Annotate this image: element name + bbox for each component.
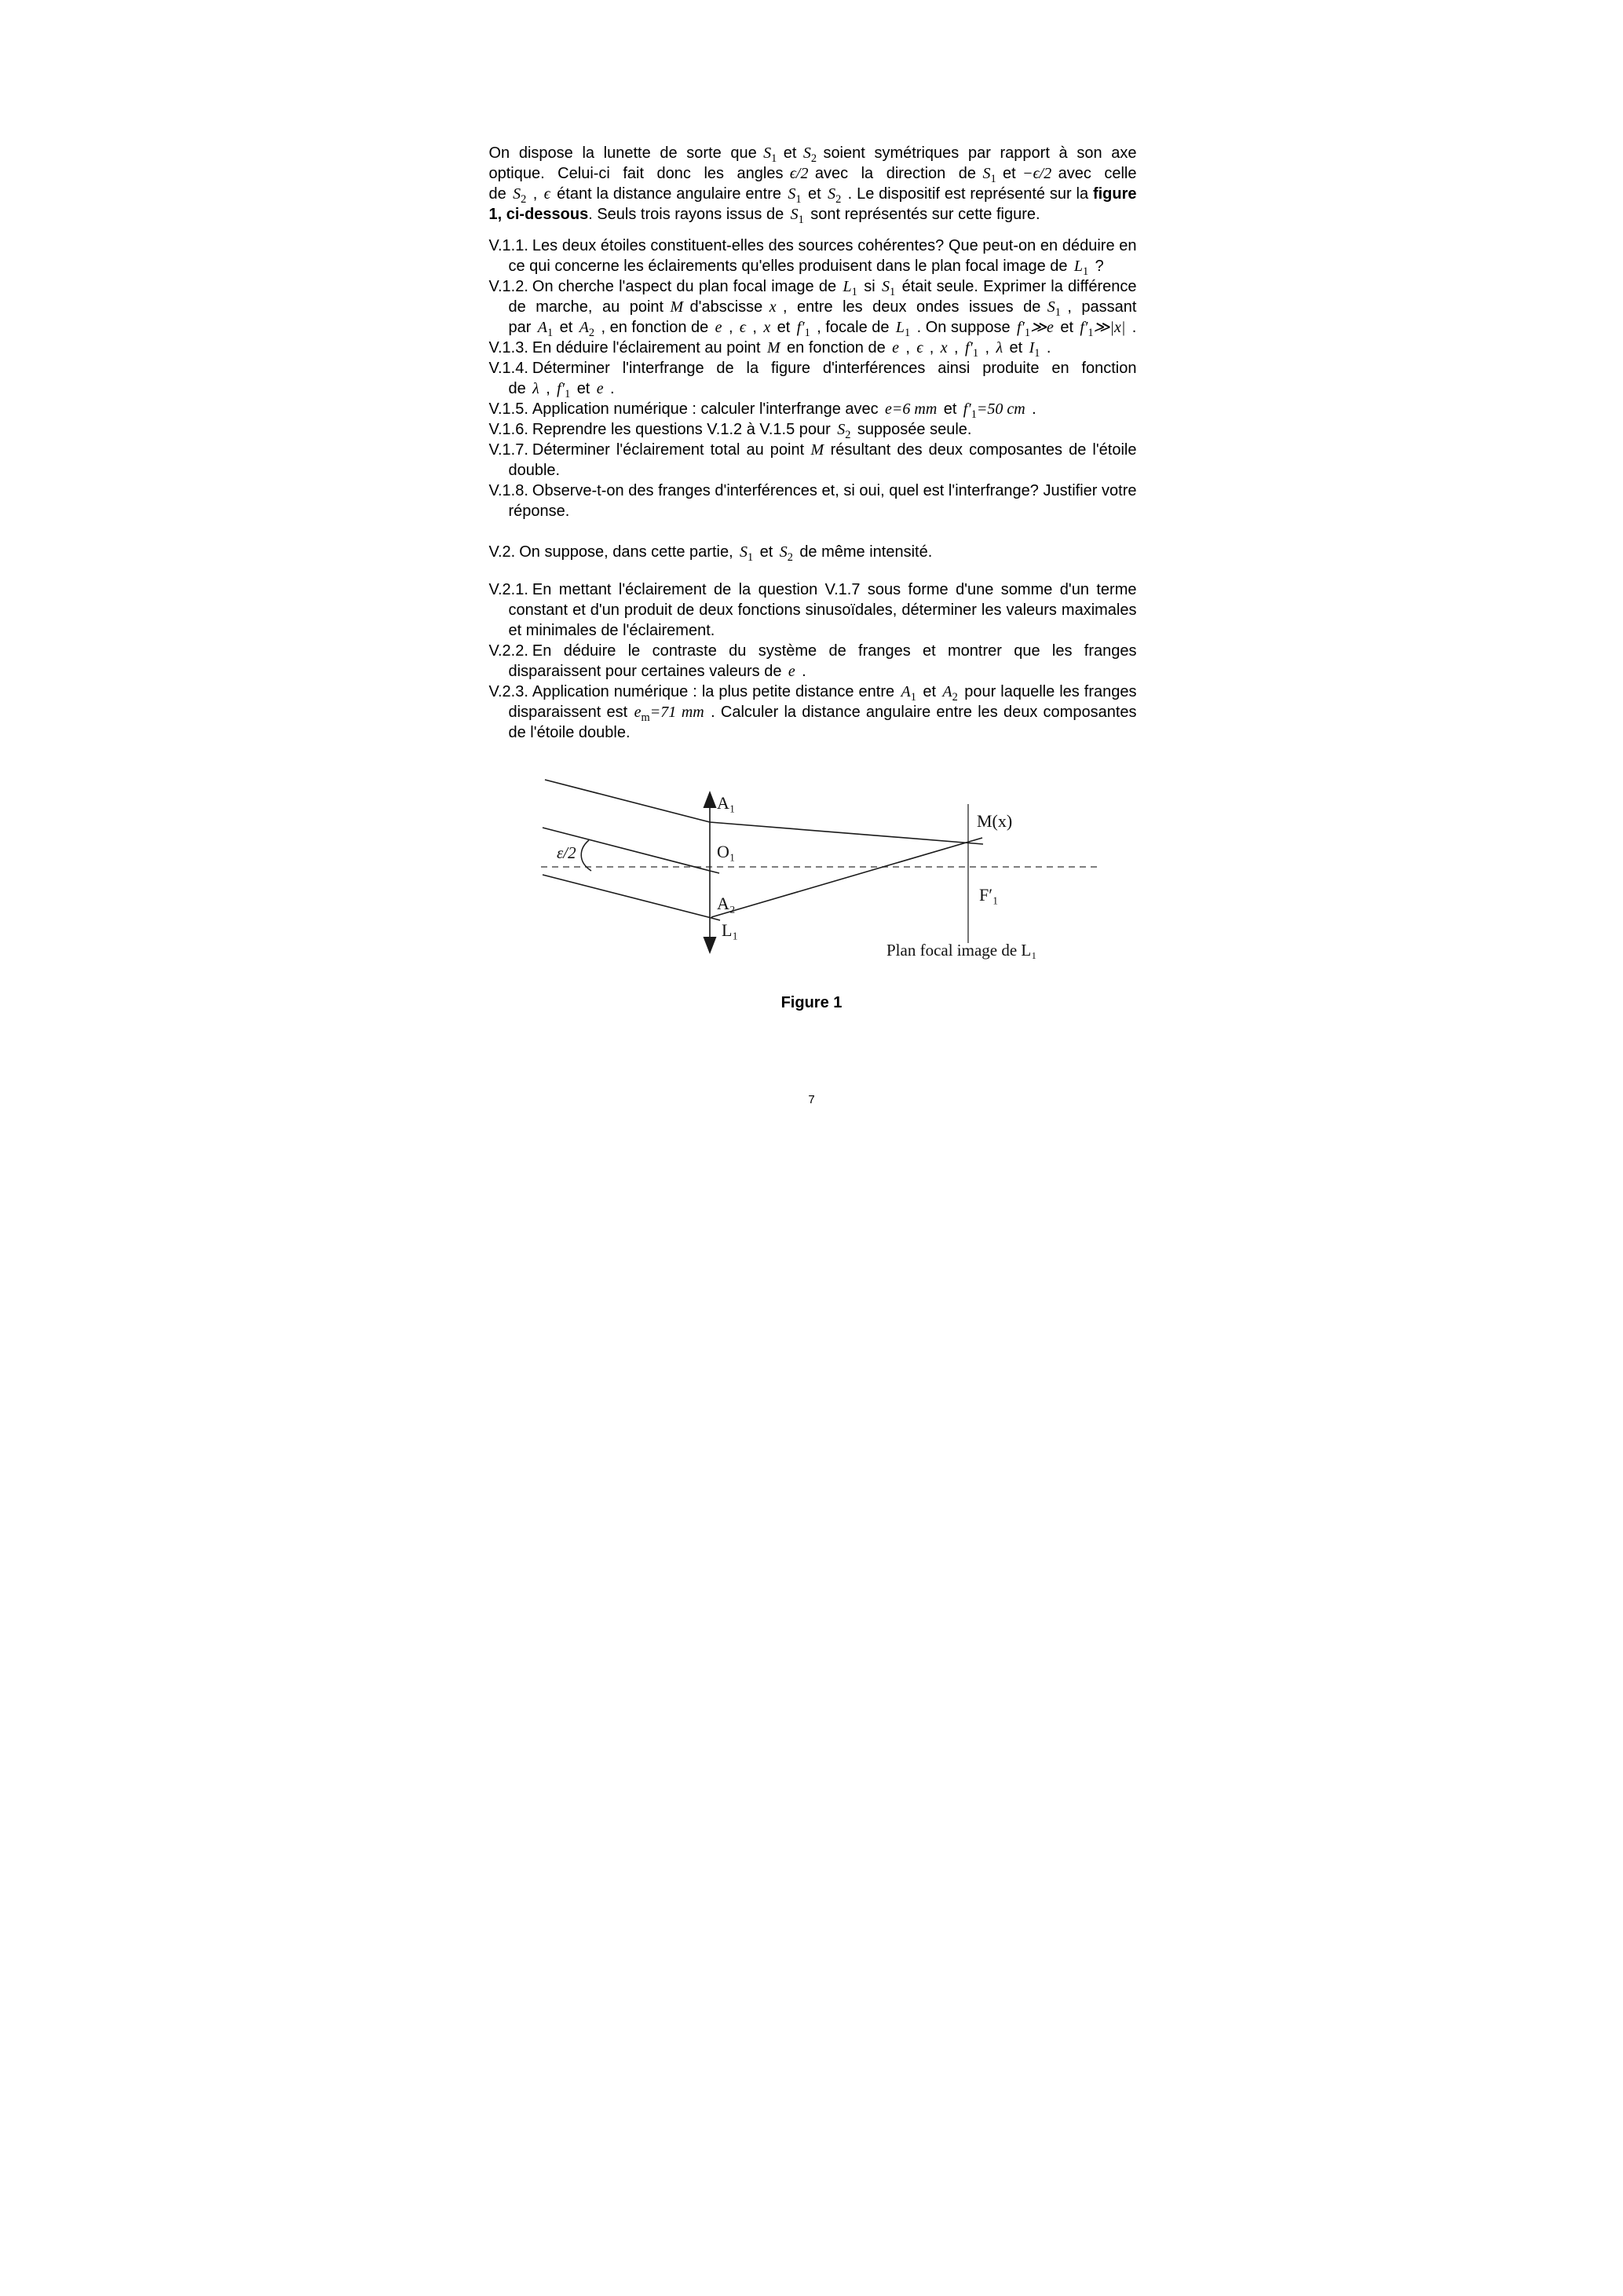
math-inline: $I_1$ <box>1029 339 1040 360</box>
question-item <box>489 419 1137 440</box>
bold-text: figure 1, ci-dessous <box>488 185 1137 223</box>
math-inline: −ϵ/2 <box>1022 165 1052 182</box>
math-inline: M <box>810 441 824 459</box>
math-inline: e <box>596 380 604 397</box>
question-item <box>489 358 1137 399</box>
question-number: V.2.1. <box>488 581 528 598</box>
question-text: Déterminer l'interfrange de la figure d'interférences ainsi produite en fonction de λ , $f'_1$ et e . <box>508 360 1137 400</box>
math-inline: e <box>715 319 722 336</box>
document-page <box>406 0 1218 1148</box>
math-inline: $S_1$ <box>882 278 896 298</box>
question-text: Observe-t-on des franges d'interférences et, si oui, quel est l'interfrange? Justifier votre réponse. <box>508 482 1137 520</box>
question-text: Reprendre les questions V.1.2 à V.1.5 pour $S_2$ supposée seule. <box>532 421 972 441</box>
math-inline: λ <box>996 339 1003 356</box>
question-number: V.1.8. <box>488 482 528 499</box>
math-inline: ϵ/2 <box>789 165 809 182</box>
math-inline: $f'_1=50$ cm <box>963 400 1025 421</box>
math-inline: $f'_1≫e$ <box>1016 319 1054 339</box>
question-text: Application numérique : calculer l'interfrange avec e=6 mm et $f'_1=50$ cm . <box>532 400 1036 421</box>
question-list-v1 <box>489 236 1137 521</box>
question-number: V.1.6. <box>488 421 528 438</box>
figure-caption: Figure 1 <box>780 994 843 1011</box>
figure-1-diagram <box>406 763 1218 993</box>
math-inline: $A_2$ <box>942 683 958 704</box>
question-number: V.2.2. <box>488 642 528 660</box>
question-item <box>489 682 1137 743</box>
page-number: 7 <box>808 1093 815 1106</box>
math-inline: $A_1$ <box>901 683 916 704</box>
label-A2: A₂ <box>716 894 736 913</box>
intro-paragraph: On dispose la lunette de sorte que $S_1$ et $S_2$ soient symétriques par rapport à son axe optique. Celui-ci fait donc les angles ϵ/2 avec la direction de $S_1$ et −ϵ/2 avec celle de $S_2$ , ϵ étant la distance angulaire entre $S_1$ et $S_2$ . Le dispositif est représenté sur la figure 1, ci-dessous. Seuls trois rayons issus de $S_1$ sont représentés sur cette figure. <box>488 144 1137 226</box>
label-O1: O₁ <box>716 842 736 861</box>
math-inline: x <box>769 298 777 316</box>
question-text: Les deux étoiles constituent-elles des sources cohérentes? Que peut-on en déduire en ce qui concerne les éclairements qu'elles produisent dans le plan focal image de $L_1$ ? <box>508 237 1137 278</box>
text-block <box>489 143 1137 743</box>
question-text: En déduire le contraste du système de franges et montrer que les franges disparaissent pour certaines valeurs de e . <box>508 642 1137 680</box>
question-text: Application numérique : la plus petite distance entre $A_1$ et $A_2$ pour laquelle les franges disparaissent est $e_m=71$ mm . Calculer la distance angulaire entre les deux composantes de l'étoile double. <box>508 683 1137 741</box>
section-text: On suppose, dans cette partie, $S_1$ et $S_2$ de même intensité. <box>519 543 933 564</box>
question-number: V.1.3. <box>488 339 528 356</box>
question-number: V.1.1. <box>488 237 528 254</box>
math-inline: x <box>940 339 948 356</box>
question-item <box>489 481 1137 521</box>
math-inline: $L_1$ <box>895 319 911 339</box>
optics-diagram-svg <box>406 763 1218 993</box>
label-L1: L₁ <box>721 920 738 940</box>
section-number: V.2. <box>488 543 516 561</box>
question-text: En mettant l'éclairement de la question V.1.7 sous forme d'une somme d'un terme constant et d'un produit de deux fonctions sinusoïdales, déterminer les valeurs maximales et minimales de l'éclairement. <box>508 581 1137 639</box>
math-inline: $S_2$ <box>779 543 793 564</box>
math-inline: $S_1$ <box>1047 298 1061 319</box>
math-inline: $e_m=71$ mm <box>634 704 704 724</box>
question-number: V.1.4. <box>488 360 528 377</box>
question-number: V.1.5. <box>488 400 528 418</box>
math-inline: $f'_1$ <box>796 319 810 339</box>
lens-arrow-up-icon <box>703 791 716 808</box>
math-inline: e <box>788 663 795 680</box>
math-inline: $S_1$ <box>982 165 996 185</box>
math-inline: $S_1$ <box>790 206 804 226</box>
question-number: V.2.3. <box>488 683 528 700</box>
ray-3-incoming-line <box>543 875 720 920</box>
question-text: Déterminer l'éclairement total au point M résultant des deux composantes de l'étoile double. <box>508 441 1137 479</box>
math-inline: $f'_1$ <box>964 339 979 360</box>
question-item <box>489 641 1137 682</box>
label-A1: A₁ <box>716 793 736 813</box>
math-inline: ϵ <box>739 319 746 336</box>
math-inline: x <box>763 319 771 336</box>
math-inline: $f'_1$ <box>557 380 571 400</box>
question-item <box>489 338 1137 358</box>
question-item <box>489 276 1137 338</box>
math-inline: ϵ <box>543 185 550 203</box>
math-inline: $L_1$ <box>843 278 857 298</box>
math-inline: $S_1$ <box>740 543 754 564</box>
question-list-v2 <box>489 579 1137 743</box>
math-inline: e=6 mm <box>885 400 938 418</box>
lens-arrow-down-icon <box>703 937 716 954</box>
math-inline: $A_2$ <box>579 319 595 339</box>
math-inline: $S_2$ <box>837 421 851 441</box>
math-inline: $S_2$ <box>828 185 842 206</box>
label-Mx: M(x) <box>976 811 1012 831</box>
question-number: V.1.7. <box>488 441 528 459</box>
angle-arc <box>581 840 591 871</box>
label-focal-plane: Plan focal image de L₁ <box>886 941 1037 960</box>
question-item <box>489 399 1137 419</box>
math-inline: M <box>670 298 684 316</box>
question-number: V.1.2. <box>488 278 528 295</box>
math-inline: $f'_1≫|x|$ <box>1080 319 1126 339</box>
math-inline: $S_1$ <box>763 144 777 165</box>
math-inline: $A_1$ <box>537 319 554 339</box>
question-text: En déduire l'éclairement au point M en fonction de e , ϵ , x , $f'_1$ , λ et $I_1$ . <box>532 339 1051 360</box>
math-inline: $L_1$ <box>1073 258 1089 278</box>
question-item <box>489 236 1137 276</box>
label-F1-prime: F′₁ <box>978 885 999 905</box>
math-inline: ϵ <box>916 339 923 356</box>
question-text: On cherche l'aspect du plan focal image de $L_1$ si $S_1$ était seule. Exprimer la différence de marche, au point M d'abscisse x , entre les deux ondes issues de $S_1$ , passant par $A_1$ et $A_2$ , en fonction de e , ϵ , x et $f'_1$ , focale de $L_1$ . On suppose $f'_1≫e$ et $f'_1≫|x|$ . <box>508 278 1137 339</box>
math-inline: e <box>892 339 899 356</box>
question-item <box>489 579 1137 641</box>
ray-3-refracted-line <box>711 838 982 917</box>
math-inline: $S_2$ <box>802 144 817 165</box>
math-inline: $S_2$ <box>513 185 527 206</box>
math-inline: $S_1$ <box>788 185 802 206</box>
math-inline: M <box>766 339 780 356</box>
math-inline: λ <box>532 380 539 397</box>
section-v2-header <box>489 542 1137 562</box>
ray-1-line <box>545 780 983 844</box>
question-item <box>489 440 1137 481</box>
label-epsilon-half: ε/2 <box>556 843 576 862</box>
